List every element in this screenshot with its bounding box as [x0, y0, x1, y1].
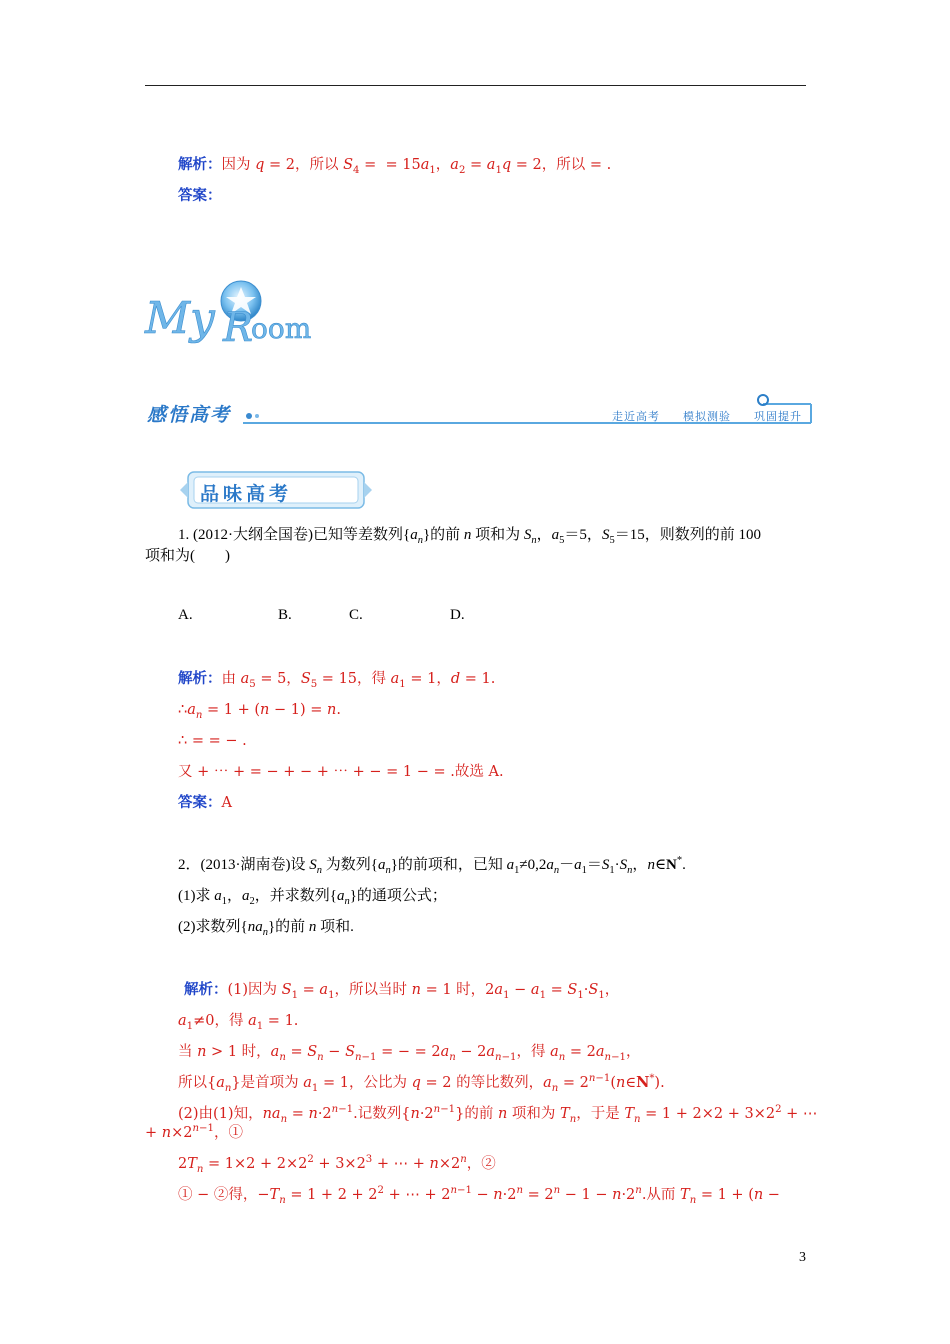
q2-analysis-line8: ① − ②得，$-T_n = 1 + 2 + 2^2$ + ⋯ + $2^{n-1} - n\cdot 2^n = 2^n - 1 - n\cdot 2^n$.从而 $T_n = 1 + (n$ − — [178, 1185, 780, 1206]
answer-value: A — [221, 795, 232, 811]
q2-analysis-line7: $2T_n = 1\times 2 + 2\times 2^2 + 3\times 2^3$ + ⋯ + $n\times 2^n$，② — [178, 1154, 496, 1175]
q1-analysis-line2: $\therefore a_n = 1 + (n - 1) = n$. — [178, 702, 341, 721]
page-number: 3 — [799, 1250, 806, 1265]
banner-link-3[interactable]: 巩固提升 — [754, 410, 802, 423]
q1-option-c[interactable]: C. — [349, 607, 363, 623]
svg-text:oom: oom — [251, 312, 312, 345]
answer-label: 答案： — [178, 187, 222, 204]
q1-stem-line1: 1. (2012·大纲全国卷)已知等差数列$\{a_n\}$的前 n 项和为 $S_n$，$a_5=5$，$S_5=15$，则数列的前 100 — [178, 527, 761, 546]
block1-answer — [178, 187, 222, 205]
q2-analysis-line2: $a_1\ne 0$，得 $a_1 = 1$. — [178, 1013, 299, 1032]
analysis-label: 解析： — [178, 670, 222, 687]
q1-stem-line2: 项和为( ) — [145, 548, 230, 564]
q2-analysis-line3: 当 n > 1 时，$a_n = S_n - S_{n-1}$ = − = $2a_n - 2a_{n-1}$，得 $a_n = 2a_{n-1}$， — [178, 1044, 641, 1063]
q2-stem-line2: (1)求 $a_1$，$a_2$，并求数列$\{a_n\}$的通项公式； — [178, 888, 447, 907]
q2-analysis-line5: (2)由(1)知，$na_n = n\cdot 2^{n-1}$.记数列$\{n\cdot 2^{n-1}\}$的前 n 项和为 $T_n$，于是 $T_n = 1 + 2\times 2 + 3\times 2^2$ + ⋯ — [178, 1104, 818, 1125]
banner-link-1[interactable]: 走近高考 — [612, 410, 660, 423]
block1-analysis — [178, 156, 611, 174]
q1-option-b[interactable]: B. — [278, 607, 292, 623]
q1-analysis-line1: 解析：由 $a_5 = 5$，$S_5 = 15$，得 $a_1 = 1$，d = 1. — [178, 670, 496, 690]
block1-analysis-text: 因为 q = 2，所以 $S_4$ = = $15a_1$，$a_2 = a_1q = 2$，所以 = . — [221, 157, 612, 176]
subsection-title: 品味高考 — [200, 483, 293, 505]
q1-analysis-line4: 又 + ⋯ + = − + − + ⋯ + − = 1 − = .故选 A. — [178, 764, 504, 780]
answer-label: 答案： — [178, 794, 222, 811]
header-rule — [145, 85, 806, 86]
q1-answer — [178, 794, 232, 812]
analysis-label: 解析： — [178, 156, 222, 173]
q2-analysis-line1: 解析：(1)因为 $S_1 = a_1$，所以当时 n = 1 时，$2a_1 - a_1 = S_1\cdot S_1$， — [184, 981, 620, 1001]
svg-text:R: R — [223, 305, 254, 347]
analysis-label: 解析： — [184, 981, 228, 998]
q1-option-d[interactable]: D. — [450, 607, 465, 623]
banner-right-links — [612, 408, 802, 424]
q2-analysis-line6: + $n\times 2^{n-1}$，① — [145, 1123, 243, 1141]
q1-option-a[interactable]: A. — [178, 607, 193, 623]
svg-text:My: My — [145, 293, 215, 344]
q2-stem-line1: 2．(2013·湖南卷)设 $S_n$ 为数列$\{a_n\}$的前项和，已知 $a_1\ne 0,2a_n-a_1=S_1\cdot S_n$，n∈N*. — [178, 855, 686, 876]
banner-left-title: 感悟高考 — [147, 404, 232, 426]
q2-stem-line3: (2)求数列$\{na_n\}$的前 n 项和. — [178, 919, 354, 938]
q2-analysis-line4: 所以$\{a_n\}$是首项为 $a_1 = 1$，公比为 q = 2 的等比数列，$a_n$ = $2^{n-1}(n\in N^*)$. — [178, 1073, 665, 1094]
myroom-logo — [143, 277, 315, 347]
banner-link-2[interactable]: 模拟测验 — [683, 410, 731, 423]
q1-analysis-line3: ∴ = = − . — [178, 733, 247, 749]
